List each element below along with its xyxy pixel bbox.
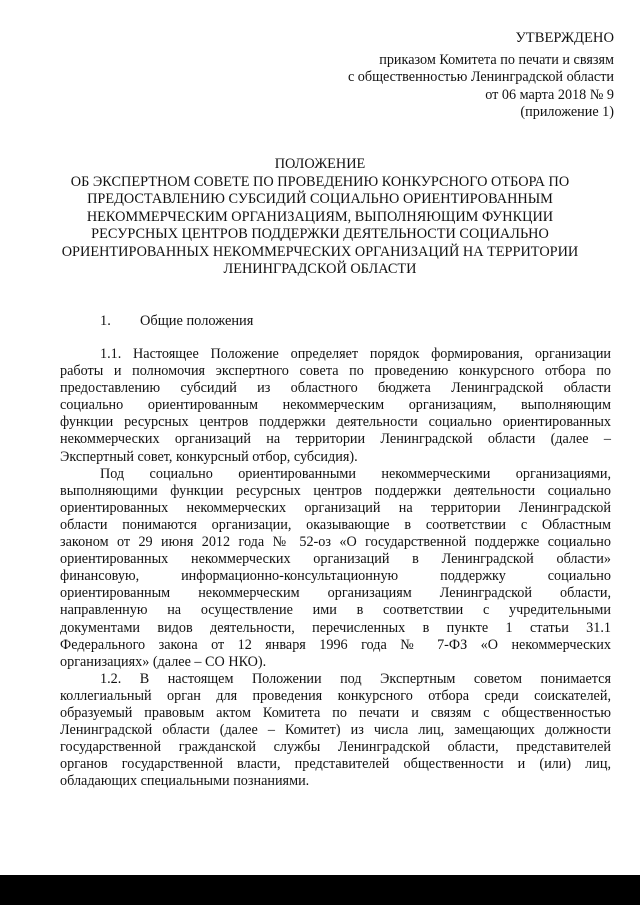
document-subtitle-line: ОРИЕНТИРОВАННЫХ НЕКОММЕРЧЕСКИХ ОРГАНИЗАЦИЙ НА ТЕРРИТОРИИ [61, 243, 579, 260]
paragraph-definition [60, 466, 611, 671]
section-label: Общие положения [140, 313, 254, 329]
paragraph-line: направленную на осуществление ими в соответствии с учредительными [60, 602, 611, 619]
paragraph-line: работы и полномочия экспертного совета по проведению конкурсного отбора по [60, 363, 611, 380]
paragraph-line: органов государственной власти, представителей общественности и (или) лиц, [60, 756, 611, 773]
paragraph-line: ориентированных некоммерческих организаций в Ленинградской области» [60, 551, 611, 568]
paragraph-1-2 [60, 671, 611, 791]
paragraph-line: финансовую, информационно-консультационную поддержку социально [60, 568, 611, 585]
document-title: ПОЛОЖЕНИЕ [274, 156, 366, 172]
paragraph-line: Под социально ориентированными некоммерческими организациями, [100, 465, 611, 482]
approval-line: приказом Комитета по печати и связям [379, 51, 614, 68]
paragraph-line: образуемый правовым актом Комитета по печати и связям с общественностью [60, 704, 611, 721]
paragraph-line: законом от 29 июня 2012 года № 52-оз «О государственной поддержке социально [60, 534, 611, 551]
section-number: 1. [100, 313, 111, 329]
scan-border [0, 875, 640, 905]
paragraph-line: обладающих специальными познаниями. [60, 773, 310, 790]
approval-line: (приложение 1) [520, 104, 614, 120]
paragraph-line: ориентированным некоммерческим организациям Ленинградской области, [60, 585, 611, 602]
paragraph-line: организациях» (далее – СО НКО). [60, 653, 267, 670]
paragraph-1-1 [60, 346, 611, 466]
paragraph-line: области понимаются организации, оказывающие в соответствии с Областным [60, 516, 611, 533]
paragraph-line: Ленинградской области (далее – Комитет) из числа лиц, замещающих должности [60, 722, 611, 739]
paragraph-line: документами видов деятельности, перечисленных в пункте 1 статьи 31.1 [60, 619, 611, 636]
paragraph-line: функции ресурсных центров поддержки деятельности социально ориентированных [60, 414, 611, 431]
paragraph-line: предоставлению субсидий из областного бюджета Ленинградской области [60, 380, 611, 397]
document-subtitle-line: РЕСУРСНЫХ ЦЕНТРОВ ПОДДЕРЖКИ ДЕЯТЕЛЬНОСТИ СОЦИАЛЬНО [91, 226, 549, 242]
approval-line: с общественностью Ленинградской области [347, 69, 614, 85]
document-subtitle-line: ОБ ЭКСПЕРТНОМ СОВЕТЕ ПО ПРОВЕДЕНИЮ КОНКУРСНОГО ОТБОРА ПО [70, 173, 570, 190]
document-body [60, 346, 611, 790]
paragraph-line: коллегиальный орган для проведения конкурсного отбора среди соискателей, [60, 687, 611, 704]
approval-heading: УТВЕРЖДЕНО [515, 30, 614, 46]
paragraph-line: 1.2. В настоящем Положении под Экспертным советом понимается [100, 670, 611, 687]
paragraph-line: некоммерческих организаций на территории Ленинградской области (далее – [60, 431, 611, 448]
paragraph-line: выполняющими функции ресурсных центров поддержки деятельности социально [60, 482, 611, 499]
approval-stamp [348, 30, 614, 122]
paragraph-line: ориентированных некоммерческих организаций на территории Ленинградской [60, 499, 611, 516]
document-title-block [30, 156, 610, 279]
section-heading [100, 313, 253, 330]
paragraph-line: Экспертный совет, конкурсный отбор, субсидия). [60, 448, 358, 465]
paragraph-line: 1.1. Настоящее Положение определяет порядок формирования, организации [100, 346, 611, 362]
paragraph-line: социально ориентированным некоммерческим организациям, выполняющим [60, 397, 611, 414]
document-subtitle-line: ПРЕДОСТАВЛЕНИЮ СУБСИДИЙ СОЦИАЛЬНО ОРИЕНТИРОВАННЫМ [87, 191, 553, 207]
paragraph-line: Федерального закона от 12 января 1996 года № 7-ФЗ «О некоммерческих [60, 636, 611, 653]
document-subtitle-line: НЕКОММЕРЧЕСКИМ ОРГАНИЗАЦИЯМ, ВЫПОЛНЯЮЩИМ ФУНКЦИИ [86, 208, 554, 225]
approval-line: от 06 марта 2018 № 9 [485, 86, 614, 103]
paragraph-line: государственной гражданской службы Ленинградской области, представителей [60, 739, 611, 756]
document-subtitle-line: ЛЕНИНГРАДСКОЙ ОБЛАСТИ [223, 261, 417, 277]
